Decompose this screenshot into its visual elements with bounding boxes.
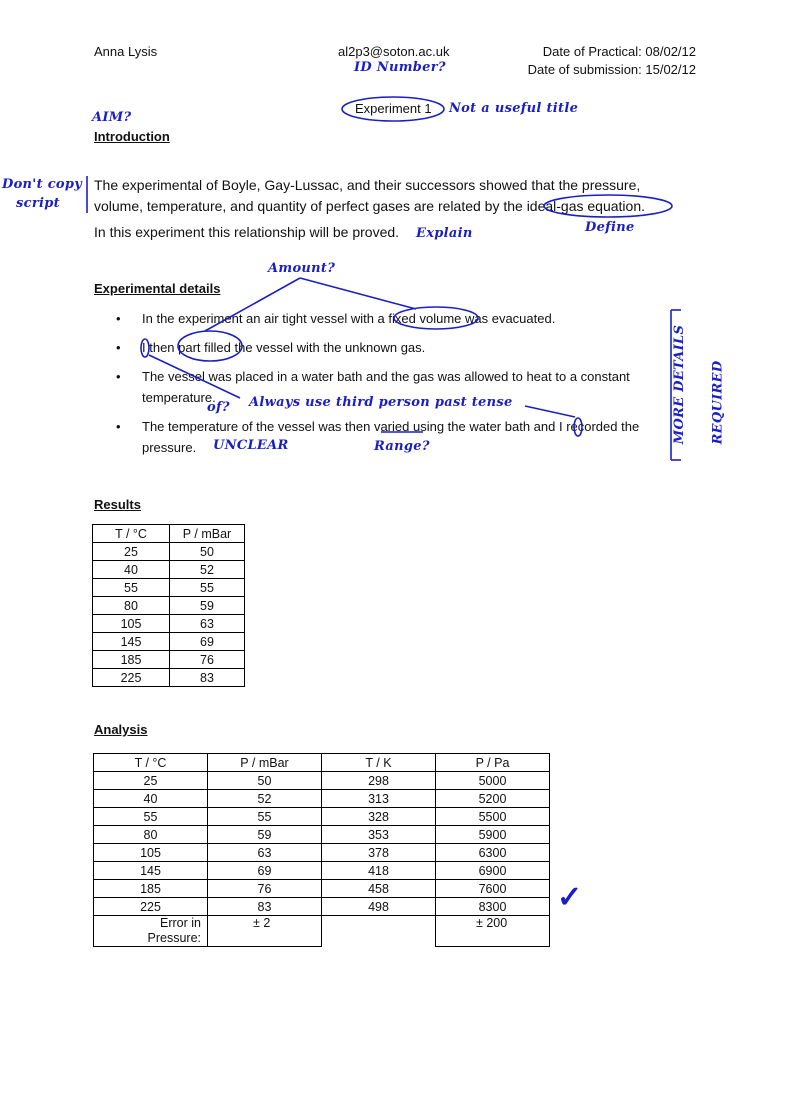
table-cell: 145 — [93, 633, 170, 651]
table-cell: 50 — [170, 543, 245, 561]
annotation-amount: Amount? — [268, 261, 336, 276]
table-cell: 83 — [170, 669, 245, 687]
table-cell: 7600 — [436, 880, 550, 898]
bullet-marker: • — [116, 340, 121, 355]
annotation-of: of? — [207, 400, 230, 415]
bullet-marker: • — [116, 311, 121, 326]
tense-pointer-2 — [525, 406, 575, 417]
table-cell: 69 — [208, 862, 322, 880]
table-cell: 55 — [170, 579, 245, 597]
date-of-practical: Date of Practical: 08/02/12 — [542, 44, 696, 59]
error-label-line-1: Error in — [160, 916, 201, 930]
table-header-cell: P / mBar — [170, 525, 245, 543]
bullet-item-3-line-1: The vessel was placed in a water bath and the gas was allowed to heat to a constant — [142, 369, 630, 384]
bullet-marker: • — [116, 369, 121, 384]
table-cell: 25 — [93, 543, 170, 561]
date-of-submission: Date of submission: 15/02/12 — [527, 62, 696, 77]
table-cell: 5000 — [436, 772, 550, 790]
table-cell: 63 — [170, 615, 245, 633]
table-cell: 69 — [170, 633, 245, 651]
table-cell: 225 — [94, 898, 208, 916]
introduction-line-2: volume, temperature, and quantity of perfect gases are related by the ideal-gas equation. — [94, 198, 646, 214]
table-cell: 52 — [208, 790, 322, 808]
annotation-define: Define — [585, 220, 635, 235]
annotation-aim: AIM? — [92, 110, 132, 125]
table-header-cell: P / Pa — [436, 754, 550, 772]
part-filled-circle — [178, 331, 242, 361]
annotation-id-number: ID Number? — [354, 60, 446, 75]
table-header-cell: T / °C — [94, 754, 208, 772]
table-cell: 8300 — [436, 898, 550, 916]
bullet-item-2: I then part filled the vessel with the unknown gas. — [142, 340, 426, 355]
table-cell: 498 — [322, 898, 436, 916]
table-cell: 80 — [94, 826, 208, 844]
analysis-heading: Analysis — [94, 722, 148, 737]
bullet-marker: • — [116, 419, 121, 434]
table-cell: 378 — [322, 844, 436, 862]
table-cell: 458 — [322, 880, 436, 898]
student-name: Anna Lysis — [94, 44, 158, 59]
results-heading: Results — [94, 497, 141, 512]
bullet-item-3-line-2: temperature. — [142, 390, 216, 405]
annotation-dont-copy-line-2: script — [16, 196, 60, 211]
page-title: Experiment 1 — [355, 101, 432, 116]
table-cell: 59 — [208, 826, 322, 844]
table-cell: 185 — [93, 651, 170, 669]
table-cell: 298 — [322, 772, 436, 790]
annotation-unclear: UNCLEAR — [213, 438, 289, 453]
fixed-volume-circle — [394, 307, 478, 329]
table-cell: 313 — [322, 790, 436, 808]
annotation-required: REQUIRED — [710, 360, 726, 445]
experimental-heading: Experimental details — [94, 281, 221, 296]
annotation-range: Range? — [374, 439, 430, 454]
table-cell: 52 — [170, 561, 245, 579]
bullet-item-4-line-2: pressure. — [142, 440, 197, 455]
amount-pointer-1 — [205, 278, 300, 331]
table-header-cell: T / K — [322, 754, 436, 772]
table-cell: 5200 — [436, 790, 550, 808]
bullet-item-1: In the experiment an air tight vessel with a fixed volume was evacuated. — [142, 311, 556, 326]
table-cell: 105 — [94, 844, 208, 862]
table-header-cell: P / mBar — [208, 754, 322, 772]
annotation-explain: Explain — [416, 226, 473, 241]
table-cell: 59 — [170, 597, 245, 615]
table-cell: 5500 — [436, 808, 550, 826]
error-mbar-cell: ± 2 — [208, 916, 322, 947]
annotation-third-person: Always use third person past tense — [249, 395, 513, 410]
table-cell: 185 — [94, 880, 208, 898]
ideal-gas-circle — [544, 195, 672, 217]
annotation-not-useful-title: Not a useful title — [449, 101, 579, 116]
introduction-heading: Introduction — [94, 129, 170, 144]
tick-icon: ✓ — [557, 880, 583, 915]
table-cell: 76 — [208, 880, 322, 898]
pronoun-i-circle-2 — [574, 418, 582, 436]
table-cell: 83 — [208, 898, 322, 916]
table-cell: 55 — [208, 808, 322, 826]
pronoun-i-circle — [141, 339, 149, 357]
table-header-cell: T / °C — [93, 525, 170, 543]
table-cell: 76 — [170, 651, 245, 669]
error-pa-cell: ± 200 — [436, 916, 550, 947]
bullet-item-4-line-1: The temperature of the vessel was then varied using the water bath and I recorded the — [142, 419, 640, 434]
annotation-dont-copy-line-1: Don't copy — [2, 177, 83, 192]
amount-pointer-2 — [300, 278, 416, 309]
table-cell: 6300 — [436, 844, 550, 862]
table-cell: 40 — [93, 561, 170, 579]
error-label-line-2: Pressure: — [147, 931, 201, 945]
table-cell: 105 — [93, 615, 170, 633]
table-cell: 6900 — [436, 862, 550, 880]
table-cell: 55 — [93, 579, 170, 597]
student-email: al2p3@soton.ac.uk — [338, 44, 450, 59]
title-circle — [342, 97, 444, 121]
table-cell: 63 — [208, 844, 322, 862]
table-cell: 5900 — [436, 826, 550, 844]
introduction-line-3: In this experiment this relationship will be proved. — [94, 224, 400, 240]
table-cell: 55 — [94, 808, 208, 826]
tense-pointer-1 — [149, 355, 240, 398]
table-cell: 25 — [94, 772, 208, 790]
table-cell: 145 — [94, 862, 208, 880]
annotation-more-details: MORE DETAILS — [672, 324, 688, 445]
table-cell: 328 — [322, 808, 436, 826]
introduction-line-1: The experimental of Boyle, Gay-Lussac, and their successors showed that the pressure, — [94, 177, 641, 193]
table-cell: 40 — [94, 790, 208, 808]
table-cell: 353 — [322, 826, 436, 844]
table-cell: 50 — [208, 772, 322, 790]
table-cell: 418 — [322, 862, 436, 880]
table-cell: 225 — [93, 669, 170, 687]
table-cell: 80 — [93, 597, 170, 615]
